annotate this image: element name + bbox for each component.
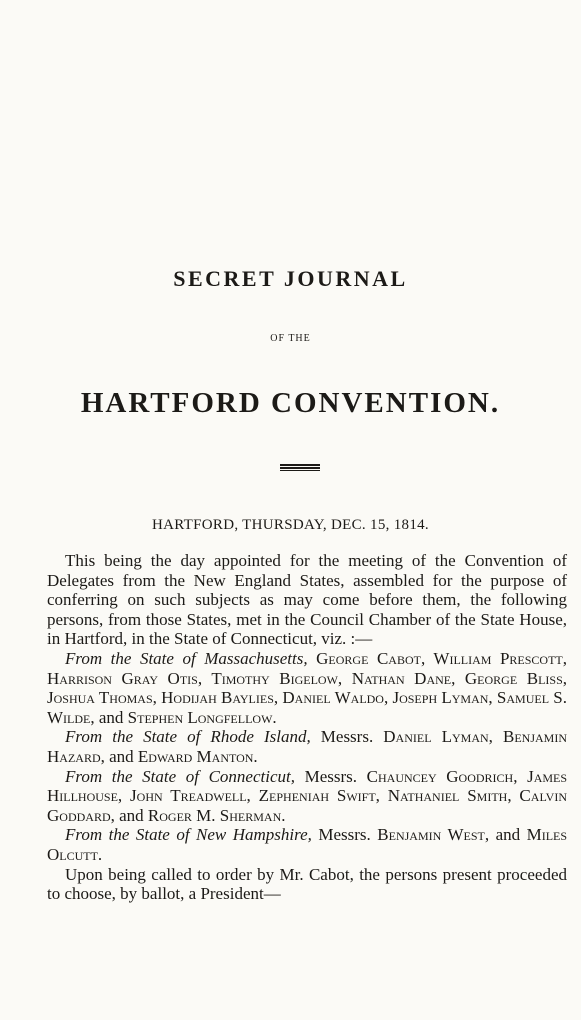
state-heading: From the State of Massachusetts, [65,648,308,668]
last-delegate: Stephen Longfellow. [127,707,277,727]
massachusetts-paragraph [47,649,567,727]
convention-title: HARTFORD CONVENTION. [80,387,501,419]
new-hampshire-paragraph [47,825,567,864]
closing-paragraph: Upon being called to order by Mr. Cabot, the persons present proceeded to choose, by ballot, a President— [47,864,567,904]
conjunction: and [119,805,144,825]
conjunction: and [109,746,134,766]
ornament-rule [280,464,320,471]
intro-paragraph: This being the day appointed for the meeting of the Convention of Delegates from the New England States, assembled for the purpose of conferring on such subjects as may come before them, the following persons, from those States, met in the Council Chamber of the State House, in Hartford, in the State of Connecticut, viz. :— [47,551,567,649]
conjunction: and [495,825,521,845]
messrs: Messrs. [304,766,358,786]
delegate-names: Chauncey Goodrich, James Hillhouse, John Treadwell, Zepheniah Swift, Nathaniel Smith, Calvin Goddard, [47,766,568,825]
messrs: Messrs. [318,825,371,845]
conjunction: and [98,707,124,727]
journal-body [47,551,567,904]
state-heading: From the State of New Hampshire, [65,825,312,845]
dateline: HARTFORD, THURSDAY, DEC. 15, 1814. [152,517,429,533]
rhode-island-paragraph [47,727,567,766]
delegate-names: Daniel Lyman, Benjamin Hazard, [47,727,568,766]
last-delegate: Roger M. Sherman. [147,805,286,825]
last-delegate: Edward Manton. [137,746,258,766]
delegate-names: George Cabot, William Prescott, Harrison Gray Otis, Timothy Bigelow, Nathan Dane, George Bliss, Joshua Thomas, Hodijah Baylies, Daniel Waldo, Joseph Lyman, Samuel S. Wilde, [47,648,568,727]
messrs: Messrs. [320,727,374,747]
state-heading: From the State of Rhode Island, [65,727,311,747]
connecticut-paragraph [47,767,567,826]
last-delegate: Miles Olcutt. [47,825,568,864]
journal-title: SECRET JOURNAL [173,266,408,291]
delegate-names: Benjamin West, [377,825,490,845]
title-connector: OF THE [270,333,311,344]
state-heading: From the State of Connecticut, [65,766,295,786]
